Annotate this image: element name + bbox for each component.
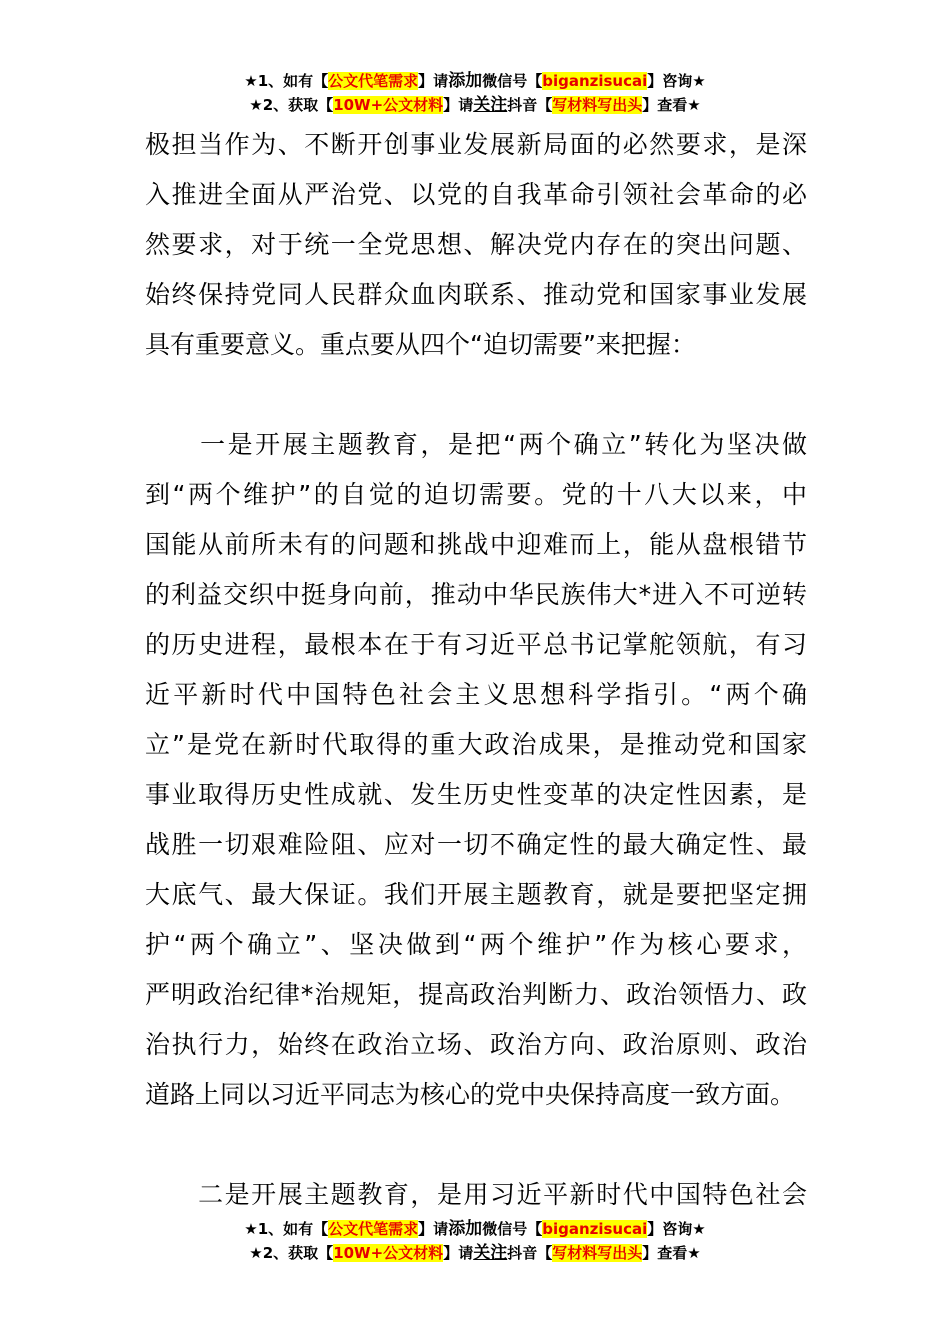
text-line: 的历史进程，最根本在于有习近平总书记掌舵领航，有习 <box>145 630 807 659</box>
banner-highlight: 写材料写出头 <box>552 96 643 114</box>
banner-highlight: biganzisucai <box>542 72 648 90</box>
banner-text: ★1、如有【 <box>244 72 329 90</box>
text-line: 治执行力，始终在政治立场、政治方向、政治原则、政治 <box>145 1030 807 1059</box>
banner-text: 】请 <box>443 1244 474 1262</box>
text-line: 立”是党在新时代取得的重大政治成果，是推动党和国家 <box>145 730 807 759</box>
banner-text: 】查看★ <box>642 1244 701 1262</box>
banner-line-1 <box>0 1217 950 1241</box>
text-line: 事业取得历史性成就、发生历史性变革的决定性因素，是 <box>145 780 807 809</box>
text-line: 二是开展主题教育，是用习近平新时代中国特色社会 <box>145 1180 807 1209</box>
text-line: 到“两个维护”的自觉的迫切需要。党的十八大以来，中 <box>145 480 807 509</box>
text-line: 道路上同以习近平同志为核心的党中央保持高度一致方面。 <box>145 1080 796 1109</box>
banner-text: 】请 <box>418 72 449 90</box>
text-line: 具有重要意义。重点要从四个“迫切需要”来把握： <box>145 330 696 359</box>
document-body <box>145 120 807 1220</box>
paragraph-1 <box>145 120 807 370</box>
banner-emphasis: 添加 <box>448 1219 483 1239</box>
banner-text: ★2、获取【 <box>249 1244 334 1262</box>
banner-text: 抖音【 <box>507 1244 553 1262</box>
banner-text: 微信号【 <box>482 1220 543 1238</box>
banner-text: 】咨询★ <box>647 1220 706 1238</box>
banner-line-1 <box>0 69 950 93</box>
banner-text: ★1、如有【 <box>244 1220 329 1238</box>
footer-banner <box>0 1217 950 1265</box>
banner-text: ★2、获取【 <box>249 96 334 114</box>
banner-emphasis: 添加 <box>448 71 483 91</box>
text-line: 然要求，对于统一全党思想、解决党内存在的突出问题、 <box>145 230 807 259</box>
text-line: 始终保持党同人民群众血肉联系、推动党和国家事业发展 <box>145 280 807 309</box>
banner-highlight: 10W+公文材料 <box>333 96 444 114</box>
banner-emphasis: 关注 <box>473 95 508 115</box>
banner-line-2 <box>0 1241 950 1265</box>
banner-highlight: 公文代笔需求 <box>328 72 419 90</box>
paragraph-3 <box>145 1170 807 1220</box>
paragraph-spacer <box>145 370 807 420</box>
banner-highlight: biganzisucai <box>542 1220 648 1238</box>
text-line: 大底气、最大保证。我们开展主题教育，就是要把坚定拥 <box>145 880 807 909</box>
banner-text: 抖音【 <box>507 96 553 114</box>
paragraph-2 <box>145 420 807 1120</box>
banner-text: 】请 <box>418 1220 449 1238</box>
banner-highlight: 10W+公文材料 <box>333 1244 444 1262</box>
banner-text: 】咨询★ <box>647 72 706 90</box>
banner-highlight: 写材料写出头 <box>552 1244 643 1262</box>
paragraph-spacer <box>145 1120 807 1170</box>
text-line: 一是开展主题教育，是把“两个确立”转化为坚决做 <box>145 430 807 459</box>
header-banner <box>0 69 950 117</box>
banner-line-2 <box>0 93 950 117</box>
banner-highlight: 公文代笔需求 <box>328 1220 419 1238</box>
banner-text: 微信号【 <box>482 72 543 90</box>
text-line: 国能从前所未有的问题和挑战中迎难而上，能从盘根错节 <box>145 530 807 559</box>
banner-text: 】请 <box>443 96 474 114</box>
text-line: 近平新时代中国特色社会主义思想科学指引。“两个确 <box>145 680 807 709</box>
text-line: 入推进全面从严治党、以党的自我革命引领社会革命的必 <box>145 180 807 209</box>
banner-emphasis: 关注 <box>473 1243 508 1263</box>
text-line: 严明政治纪律*治规矩，提高政治判断力、政治领悟力、政 <box>145 980 807 1009</box>
text-line: 的利益交织中挺身向前，推动中华民族伟大*进入不可逆转 <box>145 580 807 609</box>
text-line: 极担当作为、不断开创事业发展新局面的必然要求，是深 <box>145 130 807 159</box>
text-line: 战胜一切艰难险阻、应对一切不确定性的最大确定性、最 <box>145 830 807 859</box>
banner-text: 】查看★ <box>642 96 701 114</box>
text-line: 护“两个确立”、坚决做到“两个维护”作为核心要求， <box>145 930 807 959</box>
